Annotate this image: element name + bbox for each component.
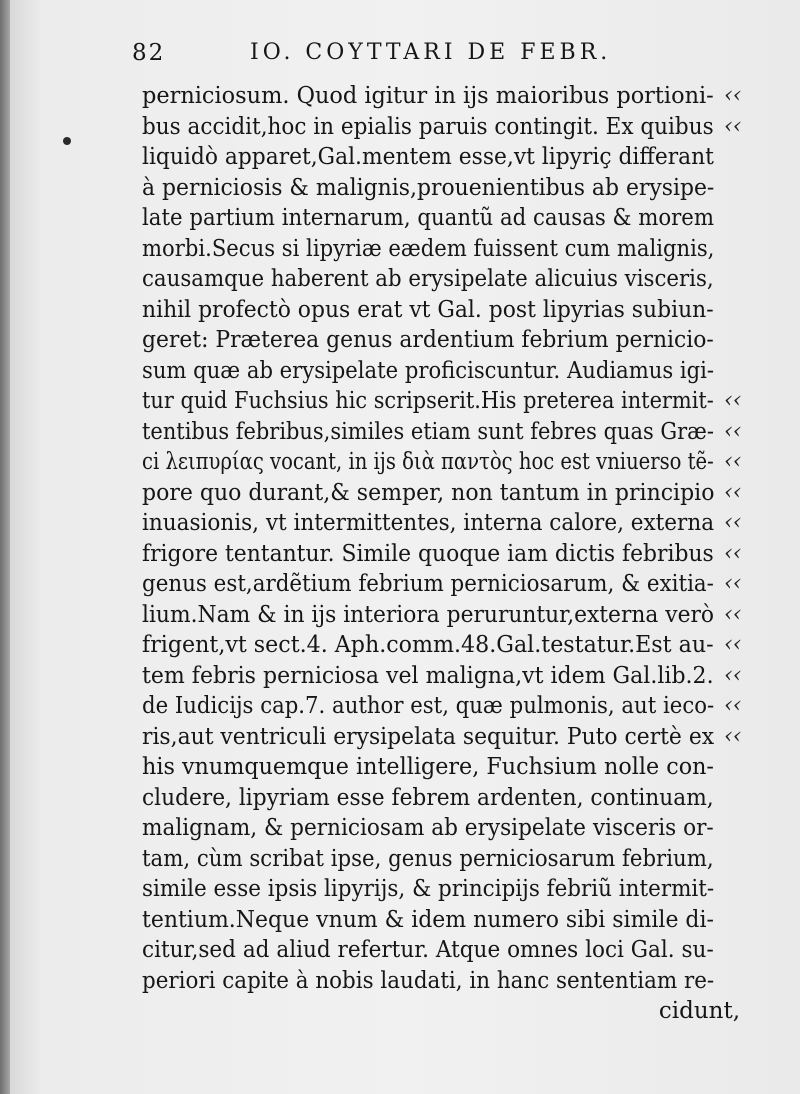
margin-quote-mark: ‹‹ <box>724 663 742 688</box>
margin-quote-mark <box>724 357 764 385</box>
text-line <box>142 540 714 568</box>
text-line <box>142 509 714 537</box>
text-line <box>142 357 714 385</box>
margin-quote-mark <box>724 936 764 964</box>
text-line <box>142 204 714 232</box>
text-line-content: tentium.Neque vnum & idem numero sibi simile di- <box>142 907 714 933</box>
text-line-content: ris,aut ventriculi erysipelata sequitur. Puto certè ex <box>142 724 714 750</box>
catchword-line: cidunt, <box>658 998 740 1024</box>
text-line <box>142 662 714 690</box>
margin-quote-mark: ‹‹ <box>724 541 742 566</box>
margin-quote-mark <box>724 753 764 781</box>
text-line-content: simile esse ipsis lipyrijs, & principijs febriũ intermit- <box>142 876 714 902</box>
text-line-content: cludere, lipyriam esse febrem ardenten, continuam, <box>142 785 714 811</box>
text-line-content: late partium internarum, quantũ ad causas & morem <box>142 205 714 231</box>
text-line-content: nihil profectò opus erat vt Gal. post lipyrias subiun- <box>142 297 714 323</box>
text-line <box>142 296 714 324</box>
text-line-content: pore quo durant,& semper, non tantum in principio <box>142 480 714 506</box>
text-line-content: citur,sed ad aliud refertur. Atque omnes loci Gal. su- <box>142 937 714 963</box>
text-line-content: tam, cùm scribat ipse, genus perniciosarum febrium, <box>142 846 714 872</box>
text-line <box>142 326 714 354</box>
text-line-content: genus est,ardẽtium febrium perniciosarum, & exitia- <box>142 571 714 597</box>
margin-quote-mark: ‹‹ <box>724 602 742 627</box>
text-line <box>142 143 714 171</box>
text-line-content: tentibus febribus,similes etiam sunt febres quas Græ- <box>142 419 714 445</box>
page-gutter-shadow <box>0 0 10 1094</box>
text-line <box>142 418 714 446</box>
text-line-content: ci λειπυρίας vocant, in ijs διὰ παντὸς hoc est vniuerso tẽ- <box>142 449 714 475</box>
text-line <box>142 265 714 293</box>
text-line-content: liquidò apparet,Gal.mentem esse,vt lipyriç differant <box>142 144 714 170</box>
text-line <box>142 967 714 995</box>
running-head: IO. COYTTARI DE FEBR. <box>250 40 612 65</box>
margin-quote-mark <box>724 204 764 232</box>
text-line <box>142 601 714 629</box>
text-line-content: lium.Nam & in ijs interiora peruruntur,externa verò <box>142 602 714 628</box>
margin-quote-mark <box>724 875 764 903</box>
text-line-content: sum quæ ab erysipelate proficiscuntur. Audiamus igi- <box>142 358 714 384</box>
text-line-content: de Iudicijs cap.7. author est, quæ pulmonis, aut ieco- <box>142 693 714 719</box>
text-line <box>142 906 714 934</box>
margin-quote-mark: ‹‹ <box>724 114 742 139</box>
text-line <box>142 82 714 110</box>
text-line <box>142 235 714 263</box>
text-line <box>142 448 714 476</box>
text-line-content: tem febris perniciosa vel maligna,vt idem Gal.lib.2. <box>142 663 714 689</box>
text-line <box>142 936 714 964</box>
text-line <box>142 387 714 415</box>
margin-quote-mark <box>724 906 764 934</box>
text-line-content: perniciosum. Quod igitur in ijs maioribus portioni- <box>142 83 714 109</box>
margin-quote-mark: ‹‹ <box>724 510 742 535</box>
text-line <box>142 174 714 202</box>
text-line <box>142 692 714 720</box>
text-line <box>142 479 714 507</box>
margin-quote-mark: ‹‹ <box>724 693 742 718</box>
margin-quote-mark <box>724 174 764 202</box>
margin-quote-mark: ‹‹ <box>724 388 742 413</box>
margin-quote-mark: ‹‹ <box>724 419 742 444</box>
text-line <box>142 631 714 659</box>
text-line-content: frigore tentantur. Simile quoque iam dictis febribus <box>142 541 714 567</box>
page-number: 82 <box>132 40 166 66</box>
margin-quote-mark: ‹‹ <box>724 571 742 596</box>
margin-quote-mark: ‹‹ <box>724 449 742 474</box>
margin-quote-mark <box>724 967 764 995</box>
ink-spot <box>63 137 71 145</box>
margin-quote-mark: ‹‹ <box>724 724 742 749</box>
text-line <box>142 753 714 781</box>
margin-quote-mark: ‹‹ <box>724 632 742 657</box>
text-line <box>142 875 714 903</box>
margin-quote-mark <box>724 784 764 812</box>
text-line-content: tur quid Fuchsius hic scripserit.His preterea intermit- <box>142 388 714 414</box>
text-line <box>142 113 714 141</box>
text-line-content: periori capite à nobis laudati, in hanc sententiam re- <box>142 968 714 994</box>
text-line <box>142 845 714 873</box>
page-header <box>132 40 692 70</box>
text-line-content: geret: Præterea genus ardentium febrium pernicio- <box>142 327 714 353</box>
text-line-content: his vnumquemque intelligere, Fuchsium nolle con- <box>142 754 714 780</box>
text-line <box>142 723 714 751</box>
margin-quote-mark <box>724 845 764 873</box>
text-line <box>142 814 714 842</box>
text-line-content: frigent,vt sect.4. Aph.comm.48.Gal.testatur.Est au- <box>142 632 714 658</box>
margin-quote-mark: ‹‹ <box>724 83 742 108</box>
margin-quote-mark <box>724 814 764 842</box>
text-line-content: bus accidit,hoc in epialis paruis contingit. Ex quibus <box>142 114 714 140</box>
margin-quote-mark <box>724 143 764 171</box>
margin-quote-mark <box>724 326 764 354</box>
text-line-content: morbi.Secus si lipyriæ eædem fuissent cum malignis, <box>142 236 714 262</box>
text-line <box>142 784 714 812</box>
text-line <box>142 570 714 598</box>
margin-quote-mark <box>724 296 764 324</box>
margin-quote-mark: ‹‹ <box>724 480 742 505</box>
text-line-content: malignam, & perniciosam ab erysipelate visceris or- <box>142 815 714 841</box>
text-line-content: causamque haberent ab erysipelate alicuius visceris, <box>142 266 714 292</box>
text-line-content: à perniciosis & malignis,prouenientibus ab erysipe- <box>142 175 714 201</box>
margin-quote-mark <box>724 235 764 263</box>
text-line-content: inuasionis, vt intermittentes, interna calore, externa <box>142 510 714 536</box>
margin-quote-mark <box>724 265 764 293</box>
